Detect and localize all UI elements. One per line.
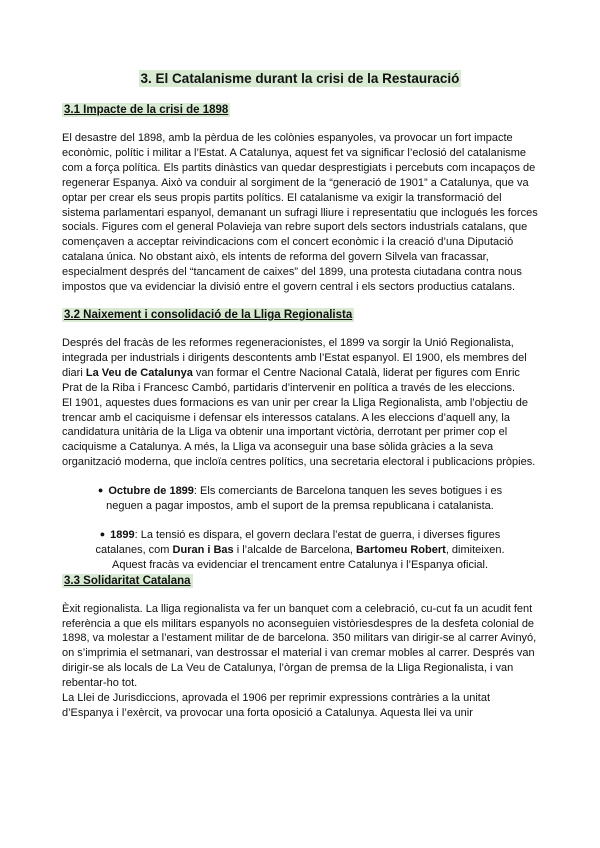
bold-run: Bartomeu Robert: [355, 543, 446, 556]
text-run: , dimiteixen. Aquest fracàs va evidenciar el trencament entre Catalunya i l’Espanya oficial.: [111, 543, 505, 571]
section-1-paragraph: El desastre del 1898, amb la pèrdua de les colònies espanyoles, va provocar un fort impacte econòmic, polític i militar a l’Estat. A Catalunya, aquest fet va significar l’eclosió del catalanisme com a força política. Els partits dinàstics van quedar desprestigiats i percebuts com incapaços de regenerar Espanya. Això va conduir al sorgiment de la “generació de 1901” a Catalunya, que va optar per crear els seus propis partits polítics. El catalanisme va exigir la transformació del sistema parlamentari espanyol, demanant un sufragi lliure i representatiu que inclogués les forces socials. Figures com el general Polavieja van rebre suport dels sectors industrials catalans, que començaven a acceptar reivindicacions com el concert econòmic i la creació d’una Diputació catalana única. No obstant això, els intents de reforma del govern Silvela van fracassar, especialment després del “tancament de caixes” del 1899, una protesta ciutadana contra nous impostos que va evidenciar la divisió entre el govern central i els sectors productius catalans.: [62, 132, 538, 294]
section-2-paragraph-1: [62, 336, 538, 396]
text-run: : La tensió es dispara, el govern declara l’estat de guerra, i diverses figures catalanes, com: [95, 528, 501, 556]
bold-run: Duran i Bas: [172, 543, 234, 556]
section-solidaritat-catalana: [62, 573, 538, 721]
section-2-heading: [62, 307, 538, 323]
section-2-heading-text: 3.2 Naixement i consolidació de la Lliga Regionalista: [64, 308, 353, 321]
section-2-paragraph-2: El 1901, aquestes dues formacions es van unir per crear la Lliga Regionalista, amb l’objectiu de trencar amb el caciquisme i defensar els interessos catalans. A les eleccions d’aquell any, la candidatura unitària de la Lliga va obtenir una important victòria, derrotant per primer cop el caciquisme a Catalunya. A més, la Lliga va aconseguir una base sòlida gràcies a la seva organització moderna, que incloïa centres polítics, una secretaria electoral i publicacions pròpies.: [62, 396, 536, 469]
section-lliga-regionalista: [62, 307, 538, 573]
bullet-item-octubre-1899: [62, 483, 538, 514]
section-3-paragraph-1: Èxit regionalista. La lliga regionalista va fer un banquet com a celebració, cu-cut fa un acudit fent referència a que els militars espanyols no aconseguien vistòriesdespres de la desfeta colonial de 1898, va molestar a l’estament militar de de barcelona. 350 militars van dirigir-se al carrer Avinyó, on s’imprimia el setmanari, van destrossar el material i van cremar mobles al carrer. Després van dirigir-se als locals de La Veu de Catalunya, l’òrgan de premsa de la Lliga Regionalista, i van rebentar-ho tot.: [62, 602, 537, 690]
document-title: [62, 70, 538, 88]
bullet-icon: ●: [97, 485, 104, 496]
section-1-heading-text: 3.1 Impacte de la crisi de 1898: [64, 104, 229, 116]
section-1-heading: [62, 102, 538, 118]
bold-run: Octubre de 1899: [108, 485, 194, 498]
bullet-icon: ●: [99, 528, 106, 539]
section-impacte-crisi-1898: [62, 102, 538, 295]
text-run: : Els comerciants de Barcelona tanquen les seves botigues i es neguen a pagar impostos, amb el suport de la premsa republicana i catalanista.: [106, 485, 503, 513]
bold-run: 1899: [110, 528, 135, 541]
bullet-item-1899: [62, 527, 538, 573]
bold-run: La Veu de Catalunya: [85, 366, 193, 379]
document-title-text: 3. El Catalanisme durant la crisi de la Restauració: [140, 71, 460, 86]
text-run: Després del fracàs de les reformes regeneracionistes, el 1899 va sorgir la Unió Regionalista, integrada per industrials i dirigents descontents amb l’Estat espanyol. El 1900, els membres del diari: [62, 336, 527, 379]
section-3-heading: [62, 573, 538, 589]
section-3-heading-text: 3.3 Solidaritat Catalana: [64, 574, 191, 587]
text-run: i l’alcalde de Barcelona,: [233, 543, 356, 556]
section-3-paragraph-2: La Llei de Jurisdiccions, aprovada el 1906 per reprimir expressions contràries a la unitat d’Espanya i l’exèrcit, va provocar una forta oposició a Catalunya. Aquesta llei va unir: [62, 692, 491, 719]
text-run: van formar el Centre Nacional Català, liderat per figures com Enric Prat de la Riba i Francesc Cambó, partidaris d’intervenir en política a través de les eleccions.: [62, 366, 520, 394]
